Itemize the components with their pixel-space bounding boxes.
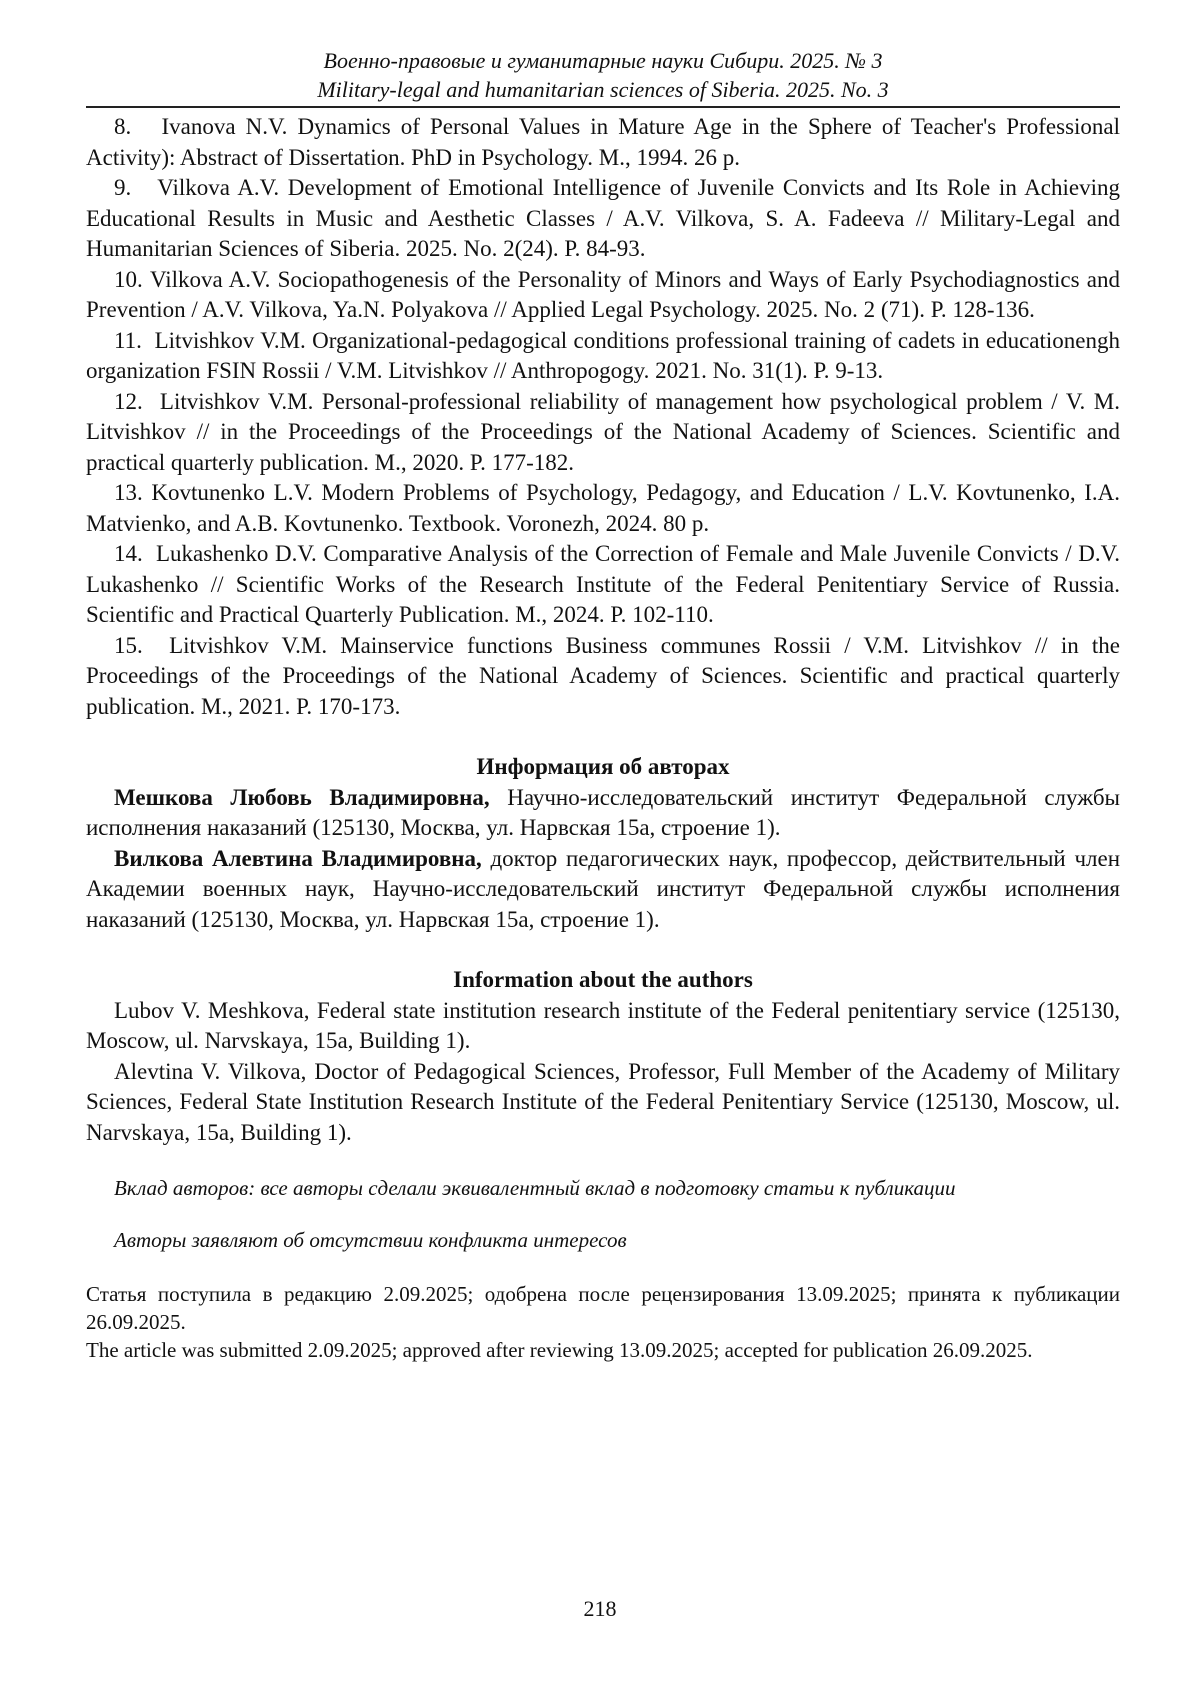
author-info-en: Alevtina V. Vilkova, Doctor of Pedagogical Sciences, Professor, Full Member of the Academy of Military Sciences, Federal State Institution Research Institute of the Federal Penitentiary Service (125130, Moscow, ul. Narvskaya, 15a, Building 1). [86, 1058, 1120, 1145]
reference-text: Vilkova A.V. Development of Emotional Intelligence of Juvenile Convicts and Its Role in Achieving Educational Results in Music and Aesthetic Classes / A.V. Vilkova, S. A. Fadeeva // Military-Legal and Humanitarian Sciences of Siberia. 2025. No. 2(24). P. 84-93. [86, 175, 1121, 261]
reference-item [86, 387, 1120, 479]
reference-text: Litvishkov V.M. Organizational-pedagogical conditions professional training of cadets in educationengh organization FSIN Rossii / V.M. Litvishkov // Anthropogogy. 2021. No. 31(1). P. 9-13. [86, 327, 1121, 383]
author-affiliation: Научно-исследовательский институт Федеральной службы исполнения наказаний (125130, Москва, ул. Нарвская 15а, строение 1). [86, 784, 1120, 840]
reference-number: 13. [114, 480, 143, 505]
reference-text: Kovtunenko L.V. Modern Problems of Psychology, Pedagogy, and Education / L.V. Kovtunenko, I.A. Matvienko, and A.B. Kovtunenko. Textbook. Voronezh, 2024. 80 p. [86, 480, 1120, 536]
reference-number: 12. [114, 388, 143, 414]
author-affiliation: доктор педагогических наук, профессор, действительный член Академии военных наук, Научно-исследовательский институт Федеральной службы исполнения наказаний (125130, Москва, ул. Нарвская 15а, строение 1). [86, 845, 1121, 932]
reference-number: 15. [114, 632, 143, 658]
reference-number: 8. [114, 114, 132, 139]
author-info-ru [86, 844, 1120, 936]
reference-text: Lukashenko D.V. Comparative Analysis of the Correction of Female and Male Juvenile Convicts / D.V. Lukashenko // Scientific Works of the Research Institute of the Federal Penitentiary Service of Russia. Scientific and Practical Quarterly Publication. M., 2024. P. 102-110. [86, 541, 1121, 627]
reference-text: Vilkova A.V. Sociopathogenesis of the Personality of Minors and Ways of Early Psychodiagnostics and Prevention / A.V. Vilkova, Ya.N. Polyakova // Applied Legal Psychology. 2025. No. 2 (71). P. 128-136. [86, 266, 1120, 322]
reference-text: Ivanova N.V. Dynamics of Personal Values in Mature Age in the Sphere of Teacher's Professional Activity): Abstract of Dissertation. PhD in Psychology. M., 1994. 26 p. [86, 114, 1121, 170]
article-dates [86, 1280, 1120, 1364]
reference-item [86, 539, 1120, 631]
journal-title-ru: Военно-правовые и гуманитарные науки Сибири. 2025. № 3 [323, 48, 883, 73]
author-info-ru [86, 783, 1120, 844]
reference-item [86, 173, 1120, 265]
authors-info-ru-heading: Информация об авторах [476, 754, 730, 779]
reference-text: Litvishkov V.M. Mainservice functions Business communes Rossii / V.M. Litvishkov // in the Proceedings of the Proceedings of the National Academy of Sciences. Scientific and practical quarterly publication. M., 2021. P. 170-173. [86, 632, 1120, 719]
reference-text: Litvishkov V.M. Personal-professional reliability of management how psychological problem / V. M. Litvishkov // in the Proceedings of the Proceedings of the National Academy of Sciences. Scientific and practical quarterly publication. M., 2020. P. 177-182. [86, 388, 1121, 475]
conflict-of-interest-note: Авторы заявляют об отсутствии конфликта интересов [114, 1228, 627, 1252]
reference-item [86, 631, 1120, 723]
reference-list [86, 112, 1120, 722]
author-name: Мешкова Любовь Владимировна, [114, 784, 490, 810]
reference-item [86, 478, 1120, 539]
article-dates-en: The article was submitted 2.09.2025; approved after reviewing 13.09.2025; accepted for publication 26.09.2025. [86, 1338, 1033, 1362]
reference-item [86, 265, 1120, 326]
journal-title-en: Military-legal and humanitarian sciences of Siberia. 2025. No. 3 [317, 77, 889, 102]
author-info-en: Lubov V. Meshkova, Federal state institution research institute of the Federal penitentiary service (125130, Moscow, ul. Narvskaya, 15a, Building 1). [86, 997, 1120, 1053]
reference-item [86, 326, 1120, 387]
reference-number: 9. [114, 175, 132, 200]
author-name: Вилкова Алевтина Владимировна, [114, 845, 482, 871]
page-body [86, 46, 1120, 1364]
authors-info-en-heading: Information about the authors [453, 967, 753, 992]
reference-number: 10. [114, 266, 143, 292]
reference-number: 14. [114, 541, 143, 566]
article-dates-ru: Статья поступила в редакцию 2.09.2025; одобрена после рецензирования 13.09.2025; принята к публикации 26.09.2025. [86, 1282, 1120, 1334]
authors-contribution-note: Вклад авторов: все авторы сделали эквивалентный вклад в подготовку статьи к публикации [114, 1176, 956, 1200]
running-header [86, 46, 1120, 108]
reference-item [86, 112, 1120, 173]
page-number: 218 [583, 1596, 617, 1621]
reference-number: 11. [114, 327, 142, 353]
